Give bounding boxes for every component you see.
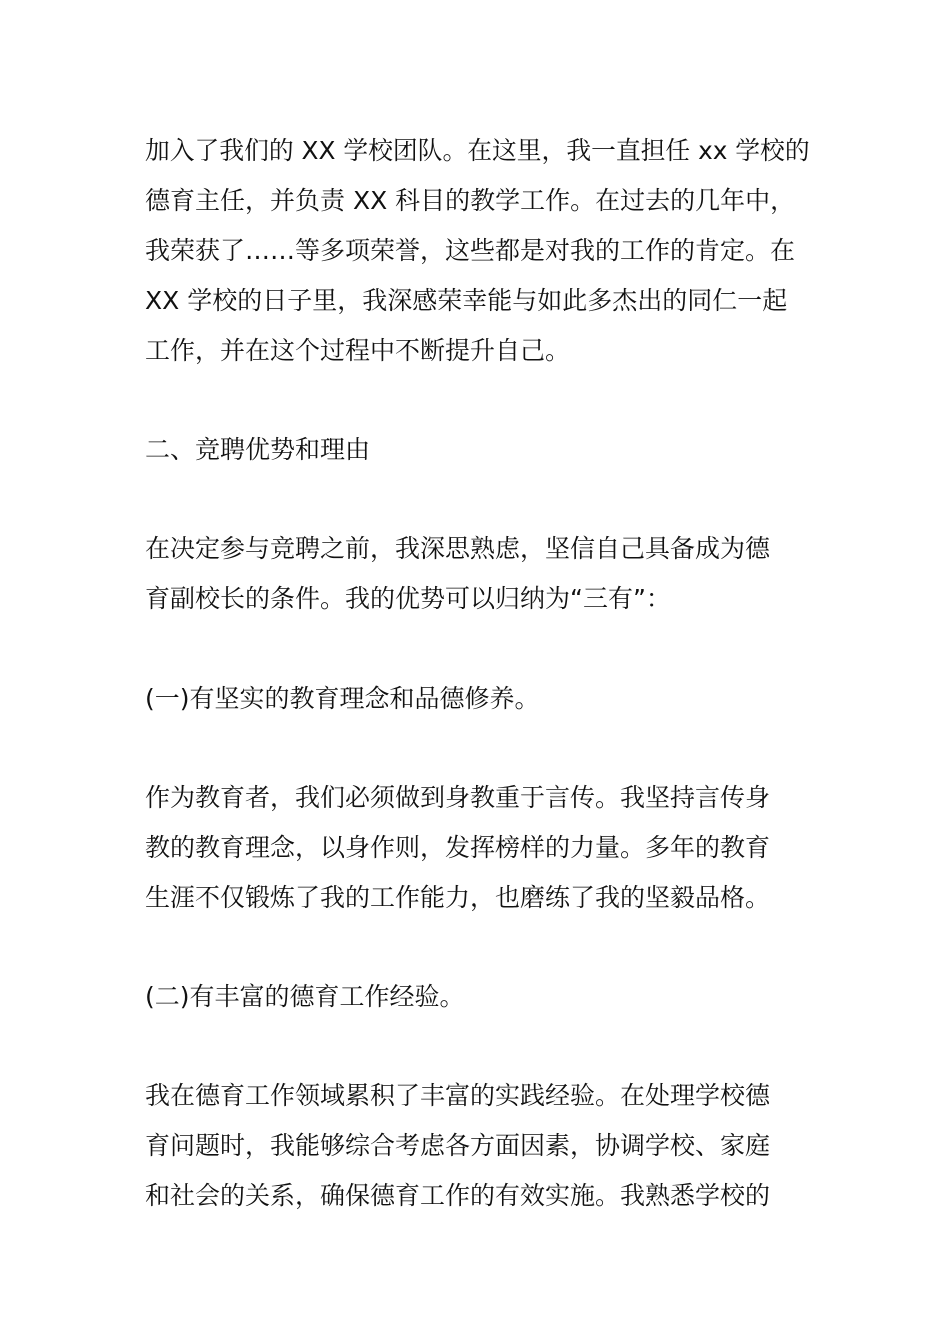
paragraph-line: 我荣获了……等多项荣誉，这些都是对我的工作的肯定。在 <box>145 236 796 265</box>
paragraph-line: 德育主任，并负责 XX 科目的教学工作。在过去的几年中， <box>145 186 796 215</box>
section-two-intro <box>145 524 810 624</box>
paragraph-line: 生涯不仅锻炼了我的工作能力，也磨练了我的坚毅品格。 <box>145 883 771 912</box>
point-one-heading <box>145 674 810 724</box>
heading-text: (一)有坚实的教育理念和品德修养。 <box>145 684 540 713</box>
intro-paragraph <box>145 126 810 376</box>
paragraph-line: 在决定参与竞聘之前，我深思熟虑，坚信自己具备成为德 <box>145 534 771 563</box>
paragraph-line: 作为教育者，我们必须做到身教重于言传。我坚持言传身 <box>145 783 771 812</box>
section-two-heading <box>145 425 810 475</box>
point-one-body <box>145 773 810 923</box>
paragraph-line: 加入了我们的 XX 学校团队。在这里，我一直担任 xx 学校的 <box>145 136 810 165</box>
heading-text: 二、竞聘优势和理由 <box>145 435 371 464</box>
paragraph-line: 教的教育理念，以身作则，发挥榜样的力量。多年的教育 <box>145 833 771 862</box>
point-two-heading <box>145 972 810 1022</box>
paragraph-line: 育问题时，我能够综合考虑各方面因素，协调学校、家庭 <box>145 1131 771 1160</box>
paragraph-line: 工作，并在这个过程中不断提升自己。 <box>145 336 571 365</box>
paragraph-line: 育副校长的条件。我的优势可以归纳为“三有”： <box>145 584 671 613</box>
paragraph-line: 和社会的关系，确保德育工作的有效实施。我熟悉学校的 <box>145 1181 771 1210</box>
point-two-body <box>145 1071 810 1221</box>
paragraph-line: XX 学校的日子里，我深感荣幸能与如此多杰出的同仁一起 <box>145 286 788 315</box>
heading-text: (二)有丰富的德育工作经验。 <box>145 982 465 1011</box>
paragraph-line: 我在德育工作领域累积了丰富的实践经验。在处理学校德 <box>145 1081 771 1110</box>
